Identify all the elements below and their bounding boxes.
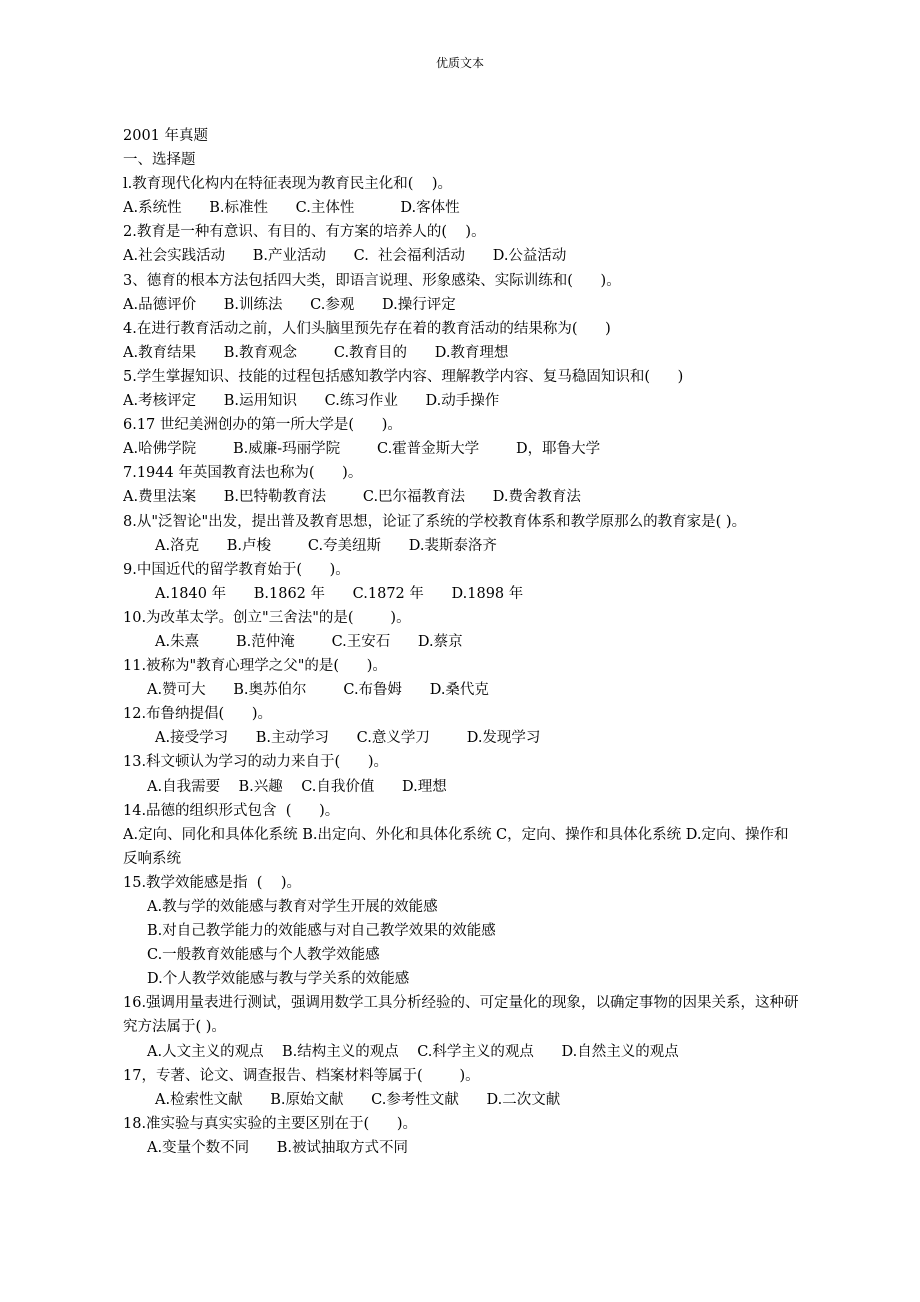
answer-options: A.考核评定 B.运用知识 C.练习作业 D.动手操作: [123, 393, 500, 410]
answer-options: A.朱熹 B.范仲淹 C.王安石 D.蔡京: [155, 633, 463, 650]
answer-options: B.对自己教学能力的效能感与对自己教学效果的效能感: [147, 923, 496, 940]
question-text: 10.为改革太学。创立"三舍法"的是( )。: [123, 609, 411, 626]
question-text: 4.在进行教育活动之前，人们头脑里预先存在着的教育活动的结果称为( ): [123, 320, 611, 337]
answer-options: A.洛克 B.卢梭 C.夸美纽斯 D.裴斯泰洛齐: [155, 537, 497, 554]
answer-options: D.个人教学效能感与教与学关系的效能感: [147, 971, 410, 988]
question-text: 15.教学效能感是指 ( )。: [123, 874, 302, 891]
document-body: [123, 124, 799, 1160]
answer-options: A.哈佛学院 B.威廉-玛丽学院 C.霍普金斯大学 D，耶鲁大学: [123, 441, 601, 458]
question-text: 16.强调用量表进行测试，强调用数学工具分析经验的、可定量化的现象，以确定事物的因果关系，这种研究方法属于( )。: [123, 995, 799, 1036]
question-text: 14.品德的组织形式包含 ( )。: [123, 802, 340, 819]
answer-options: A.品德评价 B.训练法 C.参观 D.操行评定: [123, 296, 456, 313]
question-text: l.教育现代化构内在特征表现为教育民主化和( )。: [123, 176, 452, 193]
question-text: 5.学生掌握知识、技能的过程包括感知教学内容、理解教学内容、复马稳固知识和( ): [123, 368, 684, 385]
question-text: 2.教育是一种有意识、有目的、有方案的培养人的( )。: [123, 224, 486, 241]
question-text: 3、德育的根本方法包括四大类，即语言说理、形象感染、实际训练和( )。: [123, 272, 621, 289]
answer-options: A.定向、同化和具体化系统 B.出定向、外化和具体化系统 C，定向、操作和具体化系统 D.定向、操作和反响系统: [123, 826, 789, 867]
question-text: 18.准实验与真实实验的主要区别在于( )。: [123, 1115, 418, 1132]
question-text: 7.1944 年英国教育法也称为( )。: [123, 465, 363, 482]
question-text: 6.17 世纪美洲创办的第一所大学是( )。: [123, 417, 402, 434]
question-text: 17，专著、论文、调查报告、档案材料等属于( )。: [123, 1067, 480, 1084]
question-text: 12.布鲁纳提倡( )。: [123, 706, 273, 723]
answer-options: A.人文主义的观点 B.结构主义的观点 C.科学主义的观点 D.自然主义的观点: [147, 1043, 679, 1060]
answer-options: A.1840 年 B.1862 年 C.1872 年 D.1898 年: [155, 585, 524, 602]
question-text: 13.科文顿认为学习的动力来自于( )。: [123, 754, 389, 771]
section-heading: 一、选择题: [123, 152, 196, 169]
page-header: 优质文本: [435, 56, 484, 70]
answer-options: A.教与学的效能感与教育对学生开展的效能感: [147, 899, 438, 915]
answer-options: A.接受学习 B.主动学习 C.意义学刀 D.发现学习: [155, 730, 541, 747]
answer-options: A.自我需要 B.兴趣 C.自我价值 D.理想: [147, 778, 447, 795]
question-text: 9.中国近代的留学教育始于( )。: [123, 561, 350, 578]
question-list: [123, 172, 799, 1160]
answer-options: A.社会实践活动 B.产业活动 C. 社会福利活动 D.公益活动: [123, 248, 567, 265]
answer-options: A.教育结果 B.教育观念 C.教育目的 D.教育理想: [123, 344, 509, 361]
answer-options: A.赞可大 B.奥苏伯尔 C.布鲁姆 D.桑代克: [147, 682, 489, 699]
question-text: 8.从"泛智论"出发，提出普及教育思想，论证了系统的学校教育体系和教学原那么的教育家是( )。: [123, 513, 747, 530]
answer-options: A.费里法案 B.巴特勒教育法 C.巴尔福教育法 D.费舍教育法: [123, 489, 581, 506]
question-text: 11.被称为"教育心理学之父"的是( )。: [123, 658, 387, 675]
answer-options: A.变量个数不同 B.被试抽取方式不同: [147, 1139, 408, 1156]
answer-options: A.检索性文献 B.原始文献 C.参考性文献 D.二次文献: [155, 1091, 561, 1108]
answer-options: A.系统性 B.标准性 C.主体性 D.客体性: [123, 200, 460, 217]
exam-title: 2001 年真题: [123, 128, 209, 144]
answer-options: C.一般教育效能感与个人教学效能感: [147, 947, 380, 964]
